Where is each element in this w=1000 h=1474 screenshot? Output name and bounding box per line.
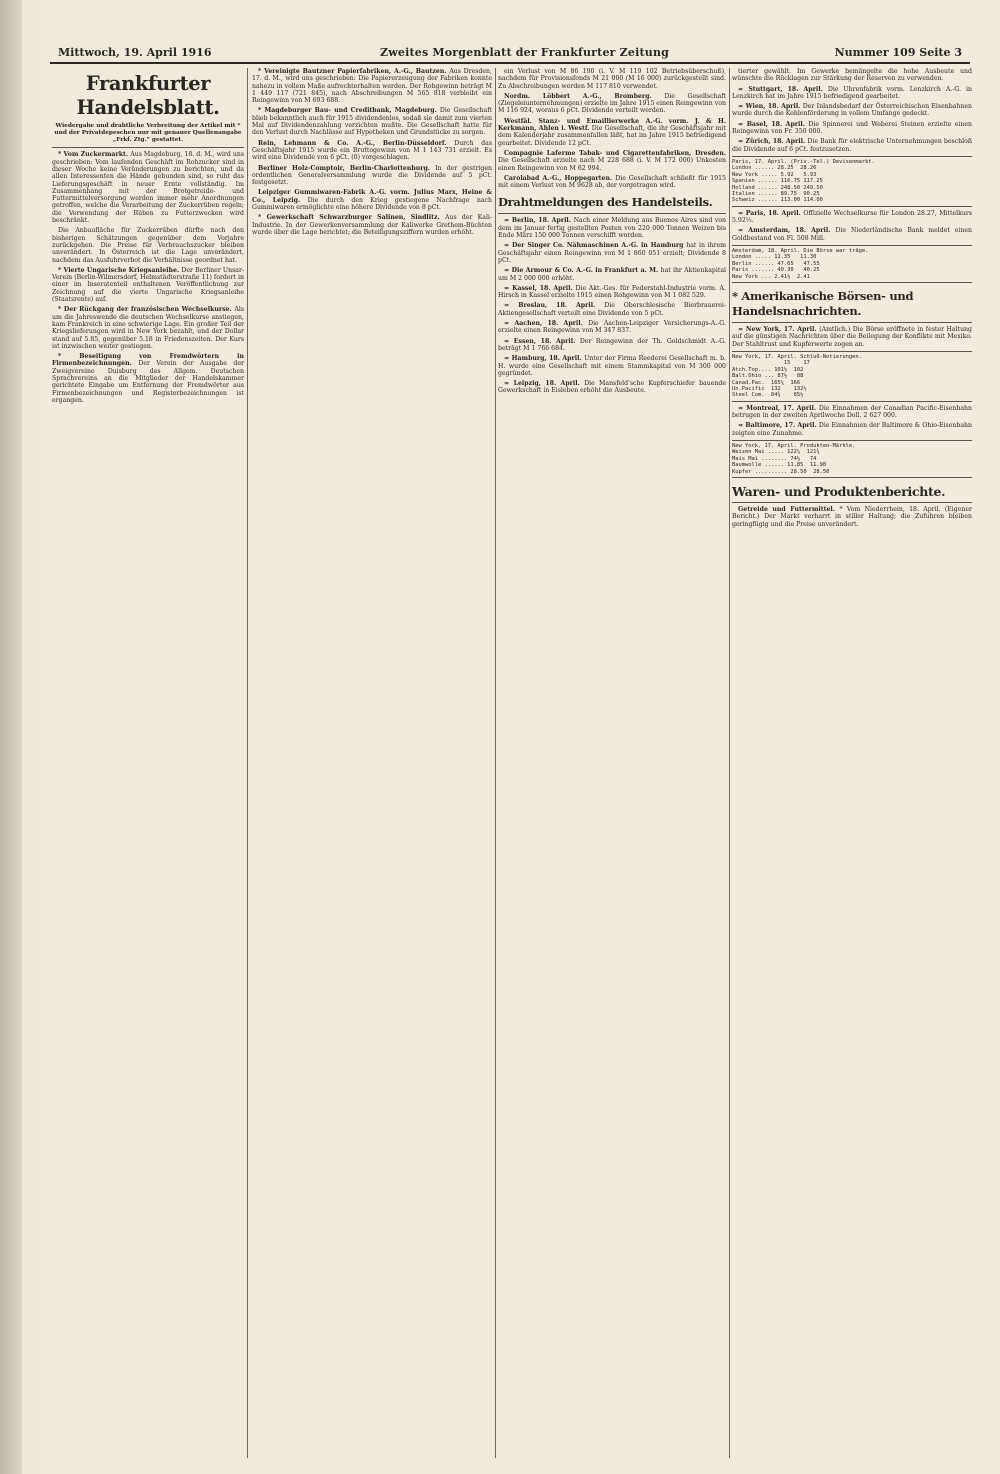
article <box>52 306 244 350</box>
article-headline: = Essen, 18. April. <box>504 337 580 345</box>
section-title: * Amerikanische Börsen- und Handelsnachrichten. <box>732 289 914 319</box>
article <box>252 68 492 104</box>
article-body: Die Gesellschaft erzielte nach M 228 688 (i. V. M 172 000) Unkosten einen Reingewinn von M 62 994. <box>498 157 726 172</box>
header-rule <box>50 62 970 64</box>
article-body: Die Oberschlesische Bierbrauerei-Aktiengesellschaft verteilt eine Dividende von 5 pCt. <box>498 302 726 317</box>
article-headline: * Der Rückgang der französischen Wechselkurse. <box>58 306 235 314</box>
column-2 <box>252 68 492 1463</box>
article-body: Die Mansfeld'sche Kupferschiefer bauende Gewerkschaft in Eisleben erhöht die Ausbeute. <box>498 380 726 395</box>
article-headline: = Montreal, 17. April. <box>738 404 819 412</box>
article-headline: * Vom Zuckermarkt. <box>58 151 131 159</box>
article <box>498 150 726 172</box>
article-body: Die durch den Krieg gestiegene Nachfrage nach Gummiwaren ermöglichte eine höhere Dividende von 8 pCt. <box>252 196 492 212</box>
article-body: * Vom Niederrhein, 18. April. (Eigener Bericht.) Der Markt verharrt in stiller Haltung; die Zufuhren bleiben geringfügig und die Preise unverändert. <box>732 505 972 528</box>
article <box>52 151 244 224</box>
article-headline: = Basel, 18. April. <box>738 120 809 128</box>
article <box>252 107 492 136</box>
article-body: Unter der Firma Reederei Gesellschaft m. b. H. wurde eine Gesellschaft mit einem Stammkapital von M 300 000 gegründet. <box>498 355 726 377</box>
article <box>732 86 972 101</box>
article-body: Die Spinnerei und Weberei Steinen erzielte einen Reingewinn von Fr. 350 000. <box>732 120 972 136</box>
article-headline: Berliner Holz-Comptoir, Berlin-Charlottenburg. <box>258 164 436 172</box>
divider <box>498 213 726 214</box>
article-headline: = Wien, 18. April. <box>738 103 803 111</box>
article-headline: * Gewerkschaft Schwarzburger Salinen, Sindlitz. <box>258 214 446 222</box>
article <box>52 267 244 303</box>
article-body: (Amtlich.) Die Börse eröffnete in fester Haltung auf die günstigen Nachrichten über die Beilegung der Konflikte mit Mexiko. Der Stahltrust und Kupferwerte zogen an. <box>732 326 972 348</box>
header-number: Nummer 109 Seite 3 <box>834 46 962 59</box>
article-headline: = Baltimore, 17. April. <box>738 422 819 430</box>
article-headline: = Kassel, 18. April. <box>504 284 576 292</box>
article-headline: = New York, 17. April. <box>738 326 820 334</box>
quote-table: Paris, 17. April. (Priv.-Tel.) Devisenmarkt. London ...... 28.25 28.26 New York ..... 5.92 5.93 Spanien ...... 116.75 117.25 Holland ...... 248.50 249.50 Italien ...... 89.75 90.25 Schweiz ...... 113.00 114.00 <box>732 156 972 207</box>
article <box>498 355 726 377</box>
article-body: tierter gewählt. Im Gewerke bemängelte die hohe Ausbeute und wünschte die Rücklagen zur Stärkung der Reserven zu verwenden. <box>732 68 972 83</box>
quote-table: New York, 17. April. Schluß-Notierungen. 15 17 Atch.Top.... 101½ 102 Balt.Ohio ... 87½ 88 Canad.Pac. 165¼ 166 Un.Pacific 132 132½ Steel Com. 84¾ 85½ <box>732 351 972 402</box>
article <box>498 68 726 90</box>
article-body: Der Verein der Ausgabe der Zweigvereine Duisburg des Allgem. Deutschen Sprachvereins an die Mitglieder der Handelskammer gerichtete Eingabe um Entfernung der Fremdwörter aus Firmenbezeichnungen und Registerbezeichnungen ist ergangen. <box>52 360 244 404</box>
article <box>732 227 972 242</box>
article-body: ein Verlust von M 86 190 (i. V. M 119 102 Betriebsüberschuß), nachdem für Provisionsfonds M 21 000 (M 16 000) zurückgestellt sind. Zu Abschreibungen werden M 117 810 verwendet. <box>498 68 726 90</box>
article-body: Die Aachen-Leipziger Versicherungs-A.-G. erzielte einen Reingewinn von M 347 837. <box>498 320 726 335</box>
article-body: Die Anbaufläche für Zuckerrüben dürfte nach den bisherigen Schätzungen gegenüber dem Vorjahre zurückgehen. Die Preise für Verbrauchszucker bleiben unverändert. In Österreich ist die Lage unverändert, nachdem das Ausfuhrverbot die Verhältnisse geordnet hat. <box>52 227 244 264</box>
article <box>732 405 972 420</box>
quote-table: New York, 17. April. Produkten-Märkte. Weizen Mai ..... 122¼ 121¾ Mais Mai ........ 74½ 74 Baumwolle ...... 11.85 11.90 Kupfer .......... 28.50 28.50 <box>732 440 972 478</box>
article-body: Aus Magdeburg, 18. d. M., wird uns geschrieben: Vom laufenden Geschäft im Rohzucker sind in dieser Woche keine Veränderungen zu berichten, und da allen Interessenten die Hände gebunden sind, so ruht das Lieferungsgeschäft in neuer Ernte vollständig. Im Zusammenhang mit der Brotgetreide- und Futtermittelversorgung werden immer mehr Anordnungen getroffen, welche die Verarbeitung der Zuckerrüben regeln; die Verwendung der Rüben zu Futterzwecken wird beschränkt. <box>52 151 244 225</box>
page-gutter <box>0 0 22 1474</box>
column-3 <box>498 68 726 1463</box>
article-headline: Nordm. Löbbert A.-G., Bromberg. <box>504 92 665 100</box>
article-body: Der Inlandsbedarf der Österreichischen Eisenbahnen wurde durch die Kohlenförderung in vollem Umfange gedeckt. <box>732 103 972 118</box>
article-headline: * Beseitigung von Fremdwörtern in Firmenbezeichnungen. <box>52 353 244 368</box>
article <box>498 217 726 239</box>
article <box>252 140 492 162</box>
article-body: Nach einer Meldung aus Buenos Aires sind von dem im Januar fertig gestellten Posten von 220 000 Tonnen Weizen bis Ende März 150 000 Tonnen verschifft worden. <box>498 217 726 240</box>
article <box>498 175 726 190</box>
article <box>732 506 972 528</box>
header-edition: Zweites Morgenblatt der Frankfurter Zeitung <box>380 46 670 59</box>
article-headline: = Leipzig, 18. April. <box>504 380 585 388</box>
article-headline: = Amsterdam, 18. April. <box>738 227 836 235</box>
section-title: Drahtmeldungen des Handelsteils. <box>498 195 713 210</box>
article <box>252 189 492 211</box>
article <box>732 138 972 153</box>
article-body: Die Niederländische Bank meldet einen Goldbestand von Fl. 508 Mill. <box>732 227 972 242</box>
article-headline: = Paris, 18. April. <box>738 209 804 217</box>
article <box>498 302 726 317</box>
masthead-title: Frankfurter Handelsblatt. <box>76 72 220 119</box>
quote-table: Amsterdam, 18. April. Die Börse war träge. London ..... 11.35 11.30 Berlin ...... 47.65 47.55 Paris ....... 40.30 40.25 New York ... 2.41½ 2.41 <box>732 245 972 283</box>
article-headline: Getreide und Futtermittel. <box>738 505 840 513</box>
article <box>498 267 726 282</box>
article-headline: Rein, Lehmann & Co. A.-G., Berlin-Düsseldorf. <box>258 139 455 147</box>
divider <box>732 322 972 323</box>
article <box>498 285 726 300</box>
article <box>732 103 972 118</box>
article-body: Aus der Kali-Industrie. In der Gewerkenversammlung der Kaliwerke Grethem-Büchten wurde über die Lage berichtet; die Beteiligungsziffern wurden erhöht. <box>252 214 492 236</box>
article-body: Durch das Geschäftsjahr 1915 wurde ein Bruttogewinn von M 1 143 731 erzielt. Es wird eine Dividende von 6 pCt. (0) vorgeschlagen. <box>252 139 492 162</box>
article <box>498 93 726 115</box>
page-header <box>50 44 970 62</box>
article-body: Der Reingewinn der Th. Goldschmidt A.-G. beträgt M 1 766 684. <box>498 337 726 352</box>
column-1 <box>52 68 244 1463</box>
column-4 <box>732 68 972 1463</box>
article-body: Die Einnahmen der Baltimore & Ohio-Eisenbahn zeigten eine Zunahme. <box>732 422 972 437</box>
article-headline: = Breslau, 18. April. <box>504 302 605 310</box>
article <box>732 210 972 225</box>
article <box>498 380 726 395</box>
article-headline: * Vereinigte Bautzner Papierfabriken, A.-G., Bautzen. <box>258 68 450 75</box>
article <box>498 338 726 353</box>
column-rule <box>495 68 496 1458</box>
article-body: Die Gesellschaft (Ziegeleiunternehmungen) erzielte im Jahre 1915 einen Reingewinn von M 116 924, woraus 6 pCt. Dividende verteilt werden. <box>498 92 726 115</box>
article-body: Als um die Jahreswende die deutschen Wechselkurse anstiegen, kam Frankreich in eine schwierige Lage. Ein großer Teil der Kriegslieferungen wird in New York bezahlt, und der Dollar stand auf 5.85, gegenüber 5.18 in Friedenszeiten. Der Kurs ist inzwischen weiter gestiegen. <box>52 306 244 350</box>
article-headline: = Die Armour & Co. A.-G. in Frankfurt a. M. <box>504 267 661 275</box>
column-2-articles <box>252 68 492 236</box>
article-body: Die Bank für elektrische Unternehmungen beschloß die Dividende auf 6 pCt. festzusetzen. <box>732 138 972 153</box>
article-body: Die Gesellschaft blieb bekanntlich auch für 1915 dividendenlos, sodaß sie damit zum vierten Mal auf Dividendenzahlung verzichten mußte. Die Gesellschaft hatte für den Verlust durch Nachlässe auf Hypotheken und Grundstücke zu sorgen. <box>252 107 492 137</box>
article <box>498 320 726 335</box>
column-rule <box>247 68 248 1458</box>
article <box>252 214 492 236</box>
article-body: Die Gesellschaft, die ihr Geschäftsjahr mit dem Kalenderjahr zusammenfallen läßt, hat im Jahre 1915 befriedigend gearbeitet. Dividende 12 pCt. <box>498 125 726 147</box>
article <box>52 227 244 263</box>
article-body: Aus Dresden, 17. d. M., wird uns geschrieben: Die Papiererzeugung der Fabriken konnte nahezu in vollem Maße aufrechterhalten werden. Der Rohgewinn beträgt M 1 449 117 (721 845), nach Abschreibungen M 565 818 verbleibt ein Reingewinn von M 693 688. <box>252 68 492 105</box>
divider <box>732 502 972 503</box>
article-headline: = Stuttgart, 18. April. <box>738 85 828 93</box>
article-headline: * Magdeburger Bau- und Creditbank, Magdeburg. <box>258 107 440 115</box>
article-body: Offizielle Wechselkurse für London 28.27, Mittelkurs 5.92½. <box>732 209 972 225</box>
article-headline: = Berlin, 18. April. <box>504 217 574 225</box>
article <box>732 121 972 136</box>
article-body: Die Gesellschaft schließt für 1915 mit einem Verlust von M 9628 ab, der vorgetragen wird. <box>498 174 726 190</box>
article-body: Die Einnahmen der Canadian Pacific-Eisenbahn betrugen in der zweiten Aprilwoche Doll. 2 627 000. <box>732 404 972 420</box>
article-headline: = Aachen, 18. April. <box>504 320 589 328</box>
article <box>732 326 972 348</box>
article-headline: = Hamburg, 18. April. <box>504 355 585 363</box>
article-headline: Leipziger Gummiwaren-Fabrik A.-G. vorm. Julius Marx, Heine & Co., Leipzig. <box>252 189 492 204</box>
article-body: Die Akt.-Ges. für Federstahl-Industrie vorm. A. Hirsch in Kassel erzielte 1915 einen Rohgewinn von M 1 082 529. <box>498 284 726 300</box>
masthead-subtitle: Wiedergabe und drahtliche Verbreitung der Artikel mit * und der Privatdepeschen nur mit genauer Quellenangabe „Frkf. Ztg.“ gestattet. <box>54 123 242 143</box>
article <box>498 242 726 264</box>
article <box>732 68 972 83</box>
section-title: Waren- und Produktenberichte. <box>732 483 946 499</box>
column-3-articles <box>498 68 726 395</box>
article <box>498 118 726 147</box>
header-date: Mittwoch, 19. April 1916 <box>58 46 212 59</box>
article-headline: * Vierte Ungarische Kriegsanleihe. <box>58 266 182 274</box>
article <box>732 422 972 437</box>
article-body: Der Berliner Unsar-Verein (Berlin-Wilmersdorf, Helmstädterstraße 11) fordert in einer im Inseratenteil enthaltenen Veröffentlichung zur Zeichnung auf die vierte Ungarische Kriegsanleihe (Staatsrente) auf. <box>52 266 244 304</box>
article-body: hat in ihrem Geschäftsjahr einen Reingewinn von M 1 860 051 erzielt; Dividende 8 pCt. <box>498 242 726 264</box>
article-body: Die Uhrenfabrik vorm. Lenzkirch A.-G. in Lenzkirch hat im Jahre 1915 befriedigend gearbeitet. <box>732 85 972 100</box>
article-headline: Carolabad A.-G., Hoppegarten. <box>504 174 616 182</box>
article-body: hat ihr Aktienkapital um M 2 000 000 erhöht. <box>498 267 726 282</box>
article-headline: Westfäl. Stanz- und Emaillierwerke A.-G. vorm. J. & H. Kerkmann, Ahlen i. Westf. <box>498 117 726 133</box>
column-1-articles <box>52 151 244 404</box>
article-headline: Compagnie Laferme Tabak- und Cigarettenfabriken, Dresden. <box>504 149 726 157</box>
divider <box>52 147 244 148</box>
column-4-articles <box>732 68 972 528</box>
article-headline: = Der Singer Co. Nähmaschinen A.-G. in Hamburg <box>504 242 687 250</box>
article-headline: = Zürich, 18. April. <box>738 138 808 146</box>
article <box>52 353 244 404</box>
column-rule <box>729 68 730 1458</box>
article <box>252 165 492 187</box>
article-body: In der gestrigen ordentlichen Generalversammlung wurde die Dividende auf 5 pCt. festgesetzt. <box>252 164 492 187</box>
